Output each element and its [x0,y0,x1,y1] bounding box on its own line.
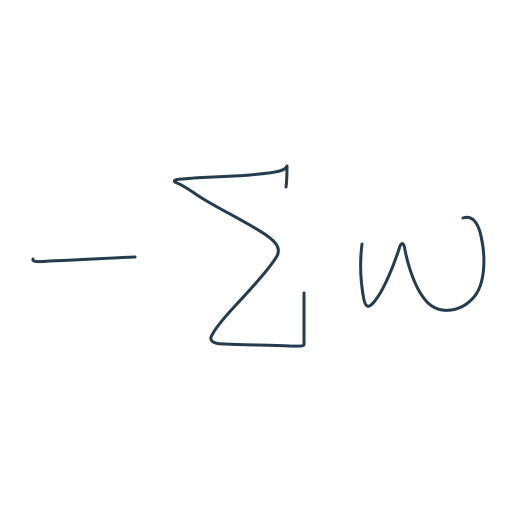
sigma-stroke [174,166,304,346]
minus-stroke [33,257,135,262]
omega-stroke [361,217,484,310]
